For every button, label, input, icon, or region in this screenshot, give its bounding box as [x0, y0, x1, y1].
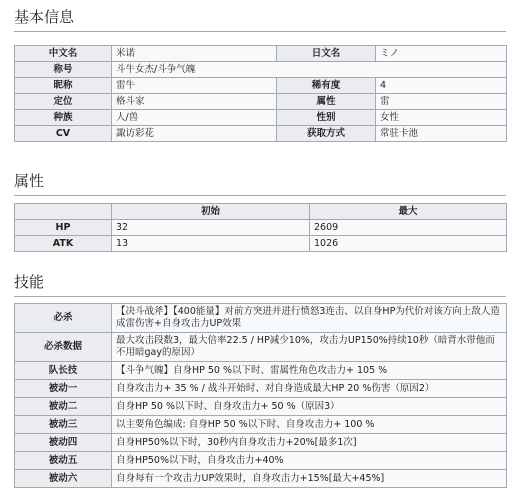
skill-description: 自身HP50%以下时，自身攻击力+40% — [112, 452, 507, 470]
skill-label: 必杀数据 — [15, 333, 112, 362]
attribute-initial: 13 — [112, 236, 310, 252]
skill-description: 【斗争气魄】自身HP 50 %以下时、雷属性角色攻击力+ 105 % — [112, 362, 507, 380]
info-value: 格斗家 — [112, 94, 277, 110]
section-title-attributes: 属性 — [14, 171, 506, 196]
section-title-basic-info: 基本信息 — [14, 7, 506, 32]
skill-label: 被动一 — [15, 380, 112, 398]
info-value: 斗牛女杰/斗争气魄 — [112, 62, 507, 78]
skills-table — [14, 303, 507, 488]
info-value: 雷牛 — [112, 78, 277, 94]
table-row — [15, 78, 507, 94]
attribute-initial: 32 — [112, 220, 310, 236]
info-value: 常驻卡池 — [376, 126, 507, 142]
column-header: 初始 — [112, 204, 310, 220]
info-value: 4 — [376, 78, 507, 94]
info-label: 属性 — [277, 94, 376, 110]
skill-label: 被动六 — [15, 470, 112, 488]
table-row — [15, 94, 507, 110]
skill-description: 最大攻击段数3，最大倍率22.5 / HP减少10%，攻击力UP150%持续10秒（暗背水带他而不用暗gay的原因） — [112, 333, 507, 362]
skill-description: 【决斗战斧】【400能量】对前方突进并进行愤怒3连击、以自身HP为代价对该方向上敌人造成雷伤害+自身攻击力UP效果 — [112, 304, 507, 333]
skill-description: 自身每有一个攻击力UP效果时，自身攻击力+15%[最大+45%] — [112, 470, 507, 488]
attribute-max: 2609 — [310, 220, 507, 236]
table-row — [15, 236, 507, 252]
skill-label: 队长技 — [15, 362, 112, 380]
info-value: 諏访彩花 — [112, 126, 277, 142]
info-label: 定位 — [15, 94, 112, 110]
section-title-skills: 技能 — [14, 272, 506, 297]
info-label: 稀有度 — [277, 78, 376, 94]
info-value: 人/兽 — [112, 110, 277, 126]
basic-info-table — [14, 45, 507, 142]
table-row — [15, 220, 507, 236]
info-value: ミノ — [376, 46, 507, 62]
skill-description: 自身HP50%以下时，30秒内自身攻击力+20%[最多1次] — [112, 434, 507, 452]
table-row — [15, 46, 507, 62]
attribute-label: HP — [15, 220, 112, 236]
skill-label: 被动二 — [15, 398, 112, 416]
info-label: 种族 — [15, 110, 112, 126]
skill-label: 被动五 — [15, 452, 112, 470]
table-row — [15, 452, 507, 470]
table-row — [15, 110, 507, 126]
column-header: 最大 — [310, 204, 507, 220]
table-row — [15, 416, 507, 434]
table-row — [15, 126, 507, 142]
info-label: CV — [15, 126, 112, 142]
skill-label: 被动四 — [15, 434, 112, 452]
attributes-table — [14, 203, 507, 252]
table-header-row — [15, 204, 507, 220]
table-row — [15, 470, 507, 488]
table-row — [15, 304, 507, 333]
info-label: 称号 — [15, 62, 112, 78]
info-value: 雷 — [376, 94, 507, 110]
skill-description: 自身攻击力+ 35 % / 战斗开始时、对自身造成最大HP 20 %伤害（原因2） — [112, 380, 507, 398]
attribute-label: ATK — [15, 236, 112, 252]
info-label: 获取方式 — [277, 126, 376, 142]
info-value: 女性 — [376, 110, 507, 126]
table-row — [15, 333, 507, 362]
info-label: 性别 — [277, 110, 376, 126]
info-value: 米诺 — [112, 46, 277, 62]
column-header — [15, 204, 112, 220]
table-row — [15, 398, 507, 416]
skill-label: 必杀 — [15, 304, 112, 333]
skill-description: 以主要角色编成: 自身HP 50 %以下时、自身攻击力+ 100 % — [112, 416, 507, 434]
attribute-max: 1026 — [310, 236, 507, 252]
skill-description: 自身HP 50 %以下时、自身攻击力+ 50 %（原因3） — [112, 398, 507, 416]
info-label: 日文名 — [277, 46, 376, 62]
info-label: 中文名 — [15, 46, 112, 62]
info-label: 昵称 — [15, 78, 112, 94]
skill-label: 被动三 — [15, 416, 112, 434]
table-row — [15, 362, 507, 380]
table-row — [15, 434, 507, 452]
table-row — [15, 62, 507, 78]
table-row — [15, 380, 507, 398]
